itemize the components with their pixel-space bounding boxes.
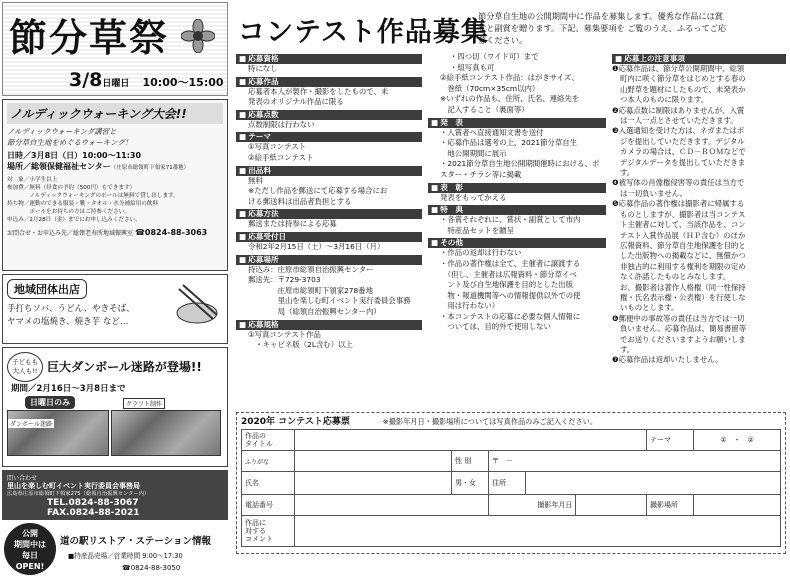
note-line: ❹被写体の肖像権侵害等の責任は当方で <box>612 178 745 188</box>
maze-photo-caption: ダンボール迷路 <box>10 421 52 428</box>
note-line: 非独占的に利用する権利を期限の定め <box>620 261 746 271</box>
note-line: なく許諾したものとみなします。 <box>620 272 731 282</box>
craft-photo <box>111 410 221 456</box>
festival-column <box>2 2 228 572</box>
section-heading: ■ 応募資格 <box>236 54 422 64</box>
walking-desc-2: 節分草自生地をめぐるウォーキング！ <box>7 137 133 147</box>
walking-event-box <box>2 99 228 271</box>
flower-icon <box>181 19 215 53</box>
walking-details <box>7 176 223 224</box>
walking-contact-tel: ☎0824-88-3063 <box>134 228 208 238</box>
section-line: ・キャビネ版（2L含む）以上 <box>248 340 353 350</box>
note-item <box>612 178 786 199</box>
section-line: ※いずれの作品も、住所、氏名、連絡先を <box>440 94 580 104</box>
maze-period: 期間／2月16日～3月8日まで <box>11 384 126 394</box>
note-item <box>612 199 786 313</box>
note-item <box>612 64 786 106</box>
maze-craft: クラフト制作 <box>123 398 165 409</box>
label-address: 住所 <box>489 472 526 495</box>
section-heading: ■ 応募受付日 <box>236 232 422 242</box>
inquiry-box <box>2 470 228 520</box>
walking-desc-1: ノルディックウォーキング講習と <box>7 127 117 136</box>
note-line: カメラの場合は、ＣＤ－ＲＯＭなどで <box>620 147 746 157</box>
section-heading: ■ 応募場所 <box>236 255 422 265</box>
section-line: ント及び自生地保護を目的とした出版 <box>440 280 574 290</box>
section-line: ※ただし作品を郵送にて応募する場合にお <box>248 186 388 196</box>
section-line: ついては、目的外で使用しない <box>440 322 551 332</box>
contest-title: コンテスト作品募集 <box>238 17 489 48</box>
festival-weekday: 日曜日 <box>102 79 130 89</box>
label-sex: 性 別 <box>452 451 489 472</box>
section-line: 記入すること（裏面等） <box>440 104 529 114</box>
comment-field[interactable] <box>295 516 781 547</box>
note-item <box>612 106 786 127</box>
note-line: す。 <box>620 344 635 354</box>
section-heading: ■ 応募規格 <box>236 320 422 330</box>
contest-intro-line: 節分草自生地の公開期間中に作品を募集します。優秀な作品には賞 <box>478 11 723 21</box>
label-phone: 電話番号 <box>242 495 295 516</box>
walking-contact-row <box>7 228 223 240</box>
note-item <box>612 126 786 178</box>
contest-col-1 <box>236 52 422 351</box>
label-theme: テーマ <box>647 430 694 451</box>
note-line: テスト入賞作品展（ＨＰ含む）のほか <box>620 230 746 240</box>
walking-title: ノルディックウォーキング大会!! <box>7 103 223 124</box>
section-heading: ■ テーマ <box>236 132 422 142</box>
form-title: 2020年 コンテスト応募票 <box>241 417 350 427</box>
label-work-title: 作品の タイトル <box>242 430 295 451</box>
station-box <box>2 523 228 577</box>
address-field[interactable] <box>526 472 781 495</box>
open-badge-line: 公開 <box>22 529 38 538</box>
section-line: ・入賞者へ直接通知文書を送付 <box>440 127 544 137</box>
walking-detail: ポールをお持ちの方はご持参ください。 <box>7 209 130 216</box>
walking-detail: 申込み／2月28日（金）までにお申し込みください。 <box>7 217 141 224</box>
section-line: （但し、主催者は広報資料・節分草イベ <box>440 269 577 279</box>
maze-badge-line-1: 子どもも <box>12 358 38 366</box>
stall-item-2: ヤマメの塩焼き、焼き芋 など… <box>7 317 129 327</box>
section-line: 地公開期間に展示 <box>440 148 507 158</box>
form-table <box>241 429 781 547</box>
section-line: ける郵送料は出品者負担とする <box>248 196 352 206</box>
note-line: した出版物への掲載などに、無償かつ <box>620 251 746 261</box>
label-furigana: ふりがな <box>242 451 295 472</box>
note-line: 町内に咲く節分草をはじめとする春の <box>620 74 746 84</box>
notes-heading: ■ 応募上の注意事項 <box>612 54 786 64</box>
label-comment: 作品に 対する コメント <box>242 516 295 547</box>
note-line: 広報資料、節分草自生地保護を目的と <box>620 240 746 250</box>
section-line: ①写真コンテスト <box>248 142 307 152</box>
inquiry-fax: FAX.0824-88-2021 <box>47 508 140 518</box>
section-heading: ■ その他 <box>428 238 606 248</box>
maze-photo <box>7 410 109 456</box>
festival-date-row <box>69 69 224 91</box>
note-line: デジタルデータを提出していただきま <box>620 157 746 167</box>
section-heading: ■ 表 彰 <box>428 183 606 193</box>
section-line: 特産品セットを贈呈 <box>440 225 514 235</box>
section-line: 局（総領自治振興センター内） <box>248 306 381 316</box>
section-line: 物・報道機関等への情報提供以外での使 <box>440 290 581 300</box>
phone-field[interactable] <box>295 495 489 516</box>
section-line: 発表のオリジナル作品に限る <box>248 97 344 107</box>
note-line: す。 <box>620 168 635 178</box>
contest-intro-line: 募ください。 <box>478 35 528 45</box>
shot-date-field[interactable] <box>576 495 647 516</box>
note-line: つ本人のものに限ります。 <box>620 95 709 105</box>
postal-field[interactable]: 〒 － <box>489 451 781 472</box>
section-line: 持込み：庄原市総領自治振興センター <box>248 264 374 274</box>
section-line: 点数制限は行わない <box>248 119 315 129</box>
section-line: ・各賞それぞれに、賞状・副賞として市内 <box>440 215 581 225</box>
note-line: ❼応募作品は返却いたしません。 <box>612 355 723 365</box>
note-line: ジを提出していただきます。デジタル <box>620 136 745 146</box>
section-line: ②絵手紙コンテスト <box>248 152 314 162</box>
section-line: 令和2年2月15日（土）～3月16日（月） <box>248 241 385 251</box>
application-form <box>236 412 786 554</box>
contest-col-2 <box>428 52 606 333</box>
festival-title: 節分草祭 <box>9 16 170 60</box>
note-line: ものとしますが、撮影者は当コンテス <box>620 209 746 219</box>
section-line: ②絵手紙コンテスト作品：はがきサイズ、 <box>440 73 579 83</box>
walking-place-addr: （庄原市総領町下領家71番地） <box>110 164 190 171</box>
walking-detail: 参加費／無料（昼食の予約（500円）もできます） <box>7 185 136 192</box>
name-field[interactable] <box>295 472 452 495</box>
station-name: 道の駅リストア・ステーション情報 <box>60 536 211 547</box>
note-line: ❷応募点数に制限はありませんが、入賞 <box>612 105 745 115</box>
station-shop: ■特産品売場／営業時間 9:00～17:30 <box>68 552 183 560</box>
walking-date: 日時／3月8日（日）10:00～11:30 <box>7 151 142 161</box>
section-line: ・作品の返却は行わない <box>440 248 522 258</box>
note-line: でお送りくださいますようお願いしま <box>620 334 746 344</box>
section-line: ・作品の著作権は全て、主催者に譲渡する <box>440 258 581 268</box>
section-heading: ■ 発 表 <box>428 118 606 128</box>
section-line: ①写真コンテスト作品 <box>248 329 321 339</box>
station-tel: ☎0824-88-3050 <box>122 564 181 572</box>
section-line: ・本コンテストの応募に必要な個人情報に <box>440 311 581 321</box>
notes-column <box>612 52 786 366</box>
note-item <box>612 314 786 356</box>
open-badge-line: OPEN! <box>15 562 45 571</box>
theme-choice[interactable]: ① ・ ② <box>694 430 781 451</box>
contest-intro-line: 状と副賞を贈ります。下記、募集要項を ご覧のうえ、ふるってご応 <box>478 23 727 33</box>
walking-detail: 持ち物／運動のできる服装・靴・タオル・水分補給用の飲料 <box>7 201 159 208</box>
contest-intro <box>478 10 788 46</box>
maze-badge-line-2: 大人も!! <box>12 367 38 375</box>
section-line: 庄原市総領町下領家278番地 <box>248 285 373 295</box>
inquiry-tel: TEL.0824-88-3067 <box>47 498 139 508</box>
note-line: 山野草を題材にしたもので、未発表か <box>620 84 746 94</box>
label-name: 氏名 <box>242 472 295 495</box>
label-shot-date: 撮影年月日 <box>489 495 576 516</box>
open-badge <box>4 523 56 575</box>
section-line: 応募者本人が製作・撮影をしたもので、未 <box>248 86 389 96</box>
note-line: は一切負いません。 <box>620 188 687 198</box>
stall-title: 地域団体出店 <box>7 279 87 299</box>
section-line: 用は行わない） <box>440 301 500 311</box>
maze-sunday: 日曜日のみ <box>25 396 75 409</box>
section-line: 郵送先：〒729-3703 <box>248 275 321 285</box>
section-heading: ■ 応募作品 <box>236 77 422 87</box>
note-line: お、撮影者は著作人格権（同一性保持 <box>620 282 746 292</box>
walking-contact: お問合せ・お申込み先／総領老寿所地域振興室 <box>7 230 134 238</box>
form-header <box>241 415 781 429</box>
inquiry-addr: 広島県庄原市総領町下領家275（総領自治振興センター内） <box>7 491 150 497</box>
furigana-field[interactable] <box>295 451 452 472</box>
shot-place-field[interactable] <box>694 495 781 516</box>
note-line: は一人一点とさせていただきます。 <box>620 116 738 126</box>
section-line: ・応募作品は選考の上、2021節分草自生 <box>440 138 578 148</box>
note-line: 権・氏名表示権・公表権）を行使しな <box>620 292 746 302</box>
section-heading: ■ 応募方法 <box>236 209 422 219</box>
section-line: 巻紙（70cm×35cm以内） <box>440 83 540 93</box>
note-item <box>612 355 786 365</box>
walking-detail: 対 象／小学生以上 <box>7 177 58 184</box>
note-line: ❸入選通知を受けた方は、ネガまたはポ <box>612 126 745 136</box>
section-line: 無料 <box>248 175 263 185</box>
festival-date: 3/8 <box>69 69 103 91</box>
note-line: ❻郵便中の事故等の責任は当方では一切 <box>612 313 745 323</box>
festival-header <box>2 2 228 96</box>
section-line: ・組写真も可 <box>450 62 495 72</box>
open-badge-line: 毎日 <box>22 551 38 560</box>
inquiry-label: 問い合わせ <box>7 475 38 482</box>
inquiry-org: 里山を楽しむ町イベント実行委員会事務局 <box>7 482 140 490</box>
note-line: 負いません。応募作品は、簡易書留等 <box>620 324 747 334</box>
note-line: ト主催者に対して、当該作品を、コン <box>620 220 746 230</box>
walking-detail: ノルディックウォーキングのポールは無料で貸し出します。 <box>7 193 179 200</box>
maze-title: 巨大ダンボール迷路が登場!! <box>47 360 202 374</box>
form-note: ※撮影年月日・撮影場所については写真作品のみご記入ください。 <box>382 417 598 426</box>
open-badge-line: 期間中は <box>14 540 46 549</box>
note-line: ❶応募作品は、節分草公開期間中、総領 <box>612 64 745 73</box>
section-heading: ■ 応募点数 <box>236 110 422 120</box>
work-title-field[interactable] <box>295 430 647 451</box>
stall-item-1: 手打ちソバ、うどん、やきそば、 <box>7 304 135 314</box>
section-line: 特になし <box>248 64 278 73</box>
label-shot-place: 撮影場所 <box>647 495 694 516</box>
stall-box <box>2 274 228 344</box>
section-line: 里山を楽しむ町イベント実行委員会事務 <box>248 296 411 306</box>
sex-field[interactable]: 男・女 <box>452 472 489 495</box>
maze-box <box>2 347 228 467</box>
food-illustration <box>173 279 221 329</box>
section-heading: ■ 出品料 <box>236 166 422 176</box>
section-heading: ■ 特 典 <box>428 205 606 215</box>
note-line: ❺応募作品の著作権は撮影者に帰属する <box>612 199 745 209</box>
note-line: いものとします。 <box>620 303 679 313</box>
section-line: ・2021節分草自生地公開期間催時における、ポスター・チラシ等に掲載 <box>440 159 600 179</box>
section-line: 発表をもってかえる <box>440 192 507 202</box>
festival-time: 10:00～15:00 <box>142 76 224 89</box>
notes-list <box>612 64 786 366</box>
section-line: 郵送または持参による応募 <box>248 219 337 229</box>
maze-badge <box>7 352 43 382</box>
section-line: ・四つ切（ワイド可）まで <box>450 52 539 61</box>
walking-place: 場所／総領保健福祉センター <box>7 161 111 171</box>
walking-place-row <box>7 162 223 174</box>
